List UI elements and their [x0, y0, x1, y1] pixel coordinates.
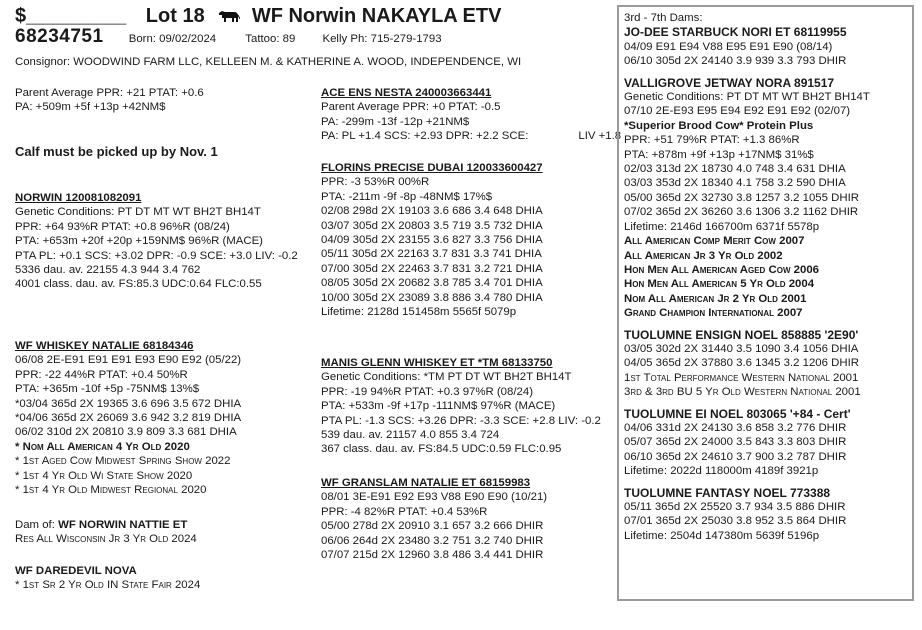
granslam-name: WF GRANSLAM NATALIE ET 68159983	[321, 477, 531, 489]
tattoo: Tattoo: 89	[245, 33, 296, 45]
jodee-name: JO-DEE STARBUCK NORI ET 68119955	[624, 25, 847, 40]
florins-name: FLORINS PRECISE DUBAI 120033600427	[321, 162, 543, 174]
dams-box: 3rd - 7th Dams: JO-DEE STARBUCK NORI ET 68119955 04/09 E91 E94 V88 E95 E91 E90 (08/14) 06/10 305d 2X 24140 3.9 939 3.3 793 DHIR VALLIGROVE JETWAY NORA 891517 Genetic Conditions: PT DT MT WT BH2T BH14T 07/10 2E-E93 E95 E94 E92 E91 E92 (02/07) *Superior Brood Cow* Protein Plus PPR: +51 79%R PTAT: +1.3 86%R PTA: +878m +9f +13p +17NM$ 31%$ 02/03 313d 2X 18730 4.0 748 3.4 631 DHIA 03/03 353d 2X 18340 4.1 758 3.2 590 DHIA 05/00 365d 2X 32730 3.8 1257 3.2 1055 DHIR 07/02 365d 2X 36260 3.6 1306 3.2 1162 DHIR Lifetime: 2146d 166700m 6371f 5578p All American Comp Merit Cow 2007 All American Jr 3 Yr Old 2002 Hon Men All American Aged Cow 2006 Hon Men All American 5 Yr Old 2004 Nom All American Jr 2 Yr Old 2001 Grand Champion International 2007 TUOLUMNE ENSIGN NOEL 858885 '2E90' 03/05 302d 2X 31440 3.5 1090 3.4 1056 DHIA 04/05 365d 2X 37880 3.6 1345 3.2 1206 DHIR 1st Total Performance Western National 2001 3rd & 3rd BU 5 Yr Old Western National 2001 TUOLUMNE EI NOEL 803065 '+84 - Cert' 04/06 331d 2X 24130 3.6 858 3.2 776 DHIR 05/07 365d 2X 24000 3.5 843 3.3 803 DHIR 06/10 365d 2X 24610 3.7 900 3.2 787 DHIR Lifetime: 2022d 118000m 4189f 3921p TUOLUMNE FANTASY NOEL 773388 05/11 365d 2X 25520 3.7 934 3.5 886 DHIR 07/01 365d 2X 25030 3.8 952 3.5 864 DHIR Lifetime: 2504d 147380m 5639f 5196p	[617, 5, 914, 601]
granslam-block: WF GRANSLAM NATALIE ET 68159983 08/01 3E-E91 E92 E93 V88 E90 E90 (10/21) PPR: -4 82%R PTAT: +0.4 53%R 05/00 278d 2X 20910 3.1 657 3.2 666 DHIR 06/06 264d 2X 23480 3.2 751 3.2 740 DHIR 07/07 215d 2X 12960 3.8 486 3.4 441 DHIR	[321, 477, 548, 562]
manis-block: MANIS GLENN WHISKEY ET *TM 68133750 Genetic Conditions: *TM PT DT WT BH2T BH14T PPR: -19 94%R PTAT: +0.3 97%R (08/24) PTA: +533m -9f +17p -111NM$ 97%R (MACE) PTA PL: -1.3 SCS: +3.26 DPR: -3.3 SCE: +2.8 LIV: -0.2 539 dau. av. 21157 4.0 855 3.4 724 367 class. dau. av. FS:84.5 UDC:0.59 FLC:0.95	[321, 357, 601, 456]
reg-line	[15, 26, 442, 47]
animal-name: WF Norwin NAKAYLA ETV	[251, 5, 502, 27]
fantasy-name: TUOLUMNE FANTASY NOEL 773388	[624, 485, 831, 500]
dam-of-name: WF NORWIN NATTIE ET	[58, 519, 188, 531]
sire-name: NORWIN 120081082091	[15, 192, 142, 204]
florins-block: FLORINS PRECISE DUBAI 120033600427 PPR: -3 53%R 00%R PTA: -211m -9f -8p -48NM$ 17%$ 02/08 298d 2X 19103 3.6 686 3.4 648 DHIA 03/07 305d 2X 20803 3.5 719 3.5 732 DHIA 04/09 305d 2X 23155 3.6 827 3.3 756 DHIA 05/11 305d 2X 22163 3.7 831 3.3 741 DHIA 07/00 305d 2X 22463 3.7 831 3.2 721 DHIA 08/05 305d 2X 20682 3.8 785 3.4 701 DHIA 10/00 305d 2X 23089 3.8 886 3.4 780 DHIA Lifetime: 2128d 151458m 5565f 5079p	[321, 162, 543, 319]
ensign-name: TUOLUMNE ENSIGN NOEL 858885 '2E90'	[624, 327, 859, 342]
daredevil-block: WF DAREDEVIL NOVA * 1st Sr 2 Yr Old IN State Fair 2024	[15, 565, 201, 592]
dam-block: WF WHISKEY NATALIE 68184346 06/08 2E-E91 E91 E91 E93 E90 E92 (05/22) PPR: -22 44%R PTAT: +0.4 50%R PTA: +365m -10f +5p -75NM$ 13%$ *03/04 365d 2X 19365 3.6 696 3.5 672 DHIA *04/06 365d 2X 26069 3.6 942 3.2 819 DHIA 06/02 310d 2X 20810 3.9 809 3.3 681 DHIA * Nom All American 4 Yr Old 2020 * 1st Aged Cow Midwest Spring Show 2022 * 1st 4 Yr Old Wi State Show 2020 * 1st 4 Yr Old Midwest Regional 2020	[15, 340, 242, 497]
manis-name: MANIS GLENN WHISKEY ET *TM 68133750	[321, 357, 553, 369]
registration-number: 68234751	[15, 26, 104, 47]
valligrove-name: VALLIGROVE JETWAY NORA 891517	[624, 75, 835, 90]
dams-title: 3rd - 7th Dams:	[624, 12, 703, 24]
born-date: Born: 09/02/2024	[128, 33, 217, 45]
lot-header	[15, 5, 501, 28]
ace-name: ACE ENS NESTA 240003663441	[321, 87, 492, 99]
sire-block: NORWIN 120081082091 Genetic Conditions: PT DT MT WT BH2T BH14T PPR: +64 93%R PTAT: +0.8 96%R (08/24) PTA: +653m +20f +20p +159NM$ 96%R (MACE) PTA PL: +0.1 SCS: +3.02 DPR: -0.9 SCE: +3.0 LIV: -0.2 5336 dau. av. 22155 4.3 944 3.4 762 4001 class. dau. av. FS:85.3 UDC:0.64 FLC:0.55	[15, 192, 298, 291]
contact-phone: Kelly Ph: 715-279-1793	[322, 33, 442, 45]
dam-of-block: Dam of: WF NORWIN NATTIE ET Res All Wisconsin Jr 3 Yr Old 2024	[15, 519, 197, 546]
ei-name: TUOLUMNE EI NOEL 803065 '+84 - Cert'	[624, 406, 851, 421]
price-blank: $_________	[15, 5, 127, 27]
parent-average: Parent Average PPR: +21 PTAT: +0.6 PA: +509m +5f +13p +42NM$	[15, 87, 204, 114]
dam-name: WF WHISKEY NATALIE 68184346	[15, 340, 194, 352]
lot-number: Lot 18	[145, 5, 205, 27]
cow-icon	[218, 6, 240, 28]
ace-block: ACE ENS NESTA 240003663441 Parent Average PPR: +0 PTAT: -0.5 PA: -299m -13f -12p +21NM$ PA: PL +1.4 SCS: +2.93 DPR: +2.2 SCE: LIV +1.8	[321, 87, 622, 143]
pickup-notice: Calf must be picked up by Nov. 1	[15, 144, 218, 159]
consignor: Consignor: WOODWIND FARM LLC, KELLEEN M. & KATHERINE A. WOOD, INDEPENDENCE, WI	[15, 56, 522, 68]
